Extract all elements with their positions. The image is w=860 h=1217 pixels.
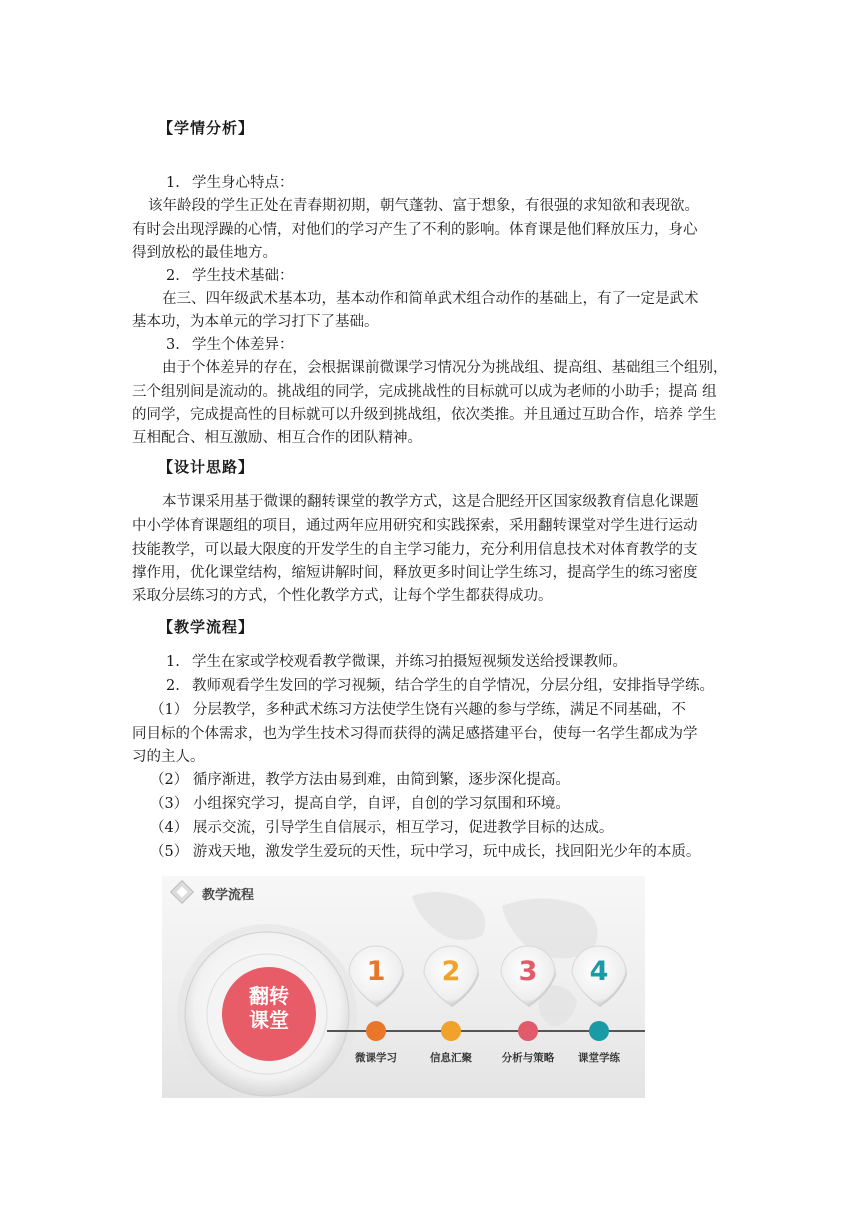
item-label: 学生身心特点： xyxy=(192,175,294,191)
item-number: 3. xyxy=(166,337,180,353)
item-label: 学生个体差异： xyxy=(192,337,294,353)
analysis-item-3 xyxy=(166,333,294,357)
text-line: 有时会出现浮躁的心情，对他们的学习产生了不利的影响。体育课是他们释放压力，身心 xyxy=(132,222,698,238)
item-number: 1. xyxy=(166,654,180,670)
item-number: 2. xyxy=(166,268,180,284)
flow-sub-item: （3） 小组探究学习，提高自学，自评，自创的学习氛围和环境。 xyxy=(150,796,570,812)
item-number: 1. xyxy=(166,175,180,191)
step-number-4: 4 xyxy=(589,956,609,987)
center-label-line2: 课堂 xyxy=(249,1008,289,1032)
section-title-design: 【设计思路】 xyxy=(158,458,255,476)
flow-step-1 xyxy=(166,650,627,674)
text-line: 由于个体差异的存在，会根据课前微课学习情况分为挑战组、提高组、基础组三个组别， xyxy=(162,360,728,376)
item-label: 学生技术基础： xyxy=(192,268,294,284)
text-line: 采取分层练习的方式，个性化教学方式，让每个学生都获得成功。 xyxy=(132,588,553,604)
step-label-1: 微课学习 xyxy=(355,1052,397,1064)
step-number-2: 2 xyxy=(441,956,461,987)
diamond-icon xyxy=(171,881,194,904)
step-dot-1 xyxy=(366,1021,386,1041)
text-line: 同目标的个体需求，也为学生技术习得而获得的满足感搭建平台，使每一名学生都成为学 xyxy=(132,726,698,742)
step-text: 学生在家或学校观看教学微课，并练习拍摄短视频发送给授课教师。 xyxy=(192,654,627,670)
text-line: 习的主人。 xyxy=(132,749,205,765)
step-label-4: 课堂学练 xyxy=(578,1052,620,1064)
step-dot-3 xyxy=(518,1021,538,1041)
diagram-title: 教学流程 xyxy=(202,888,255,903)
flow-step-2 xyxy=(166,674,714,698)
text-line: 互相配合、相互激励、相互合作的团队精神。 xyxy=(132,430,422,446)
text-line: 该年龄段的学生正处在青春期初期，朝气蓬勃、富于想象，有很强的求知欲和表现欲。 xyxy=(148,198,699,214)
step-number-3: 3 xyxy=(518,956,538,987)
section-title-analysis: 【学情分析】 xyxy=(158,119,255,137)
text-line: 的同学，完成提高性的目标就可以升级到挑战组，依次类推。并且通过互助合作，培养 学生 xyxy=(132,407,717,423)
text-line: 基本功，为本单元的学习打下了基础。 xyxy=(132,314,379,330)
analysis-item-2 xyxy=(166,264,294,288)
text-line: 技能教学，可以最大限度的开发学生的自主学习能力，充分利用信息技术对体育教学的支 xyxy=(132,542,698,558)
text-line: 中小学体育课题组的项目，通过两年应用研究和实践探索，采用翻转课堂对学生进行运动 xyxy=(132,518,698,534)
analysis-item-1 xyxy=(166,171,294,195)
text-line: 得到放松的最佳地方。 xyxy=(132,245,277,261)
flow-sub-item: （5） 游戏天地，激发学生爱玩的天性，玩中学习，玩中成长，找回阳光少年的本质。 xyxy=(150,844,701,860)
step-text: 教师观看学生发回的学习视频，结合学生的自学情况，分层分组，安排指导学练。 xyxy=(192,678,714,694)
step-dot-2 xyxy=(441,1021,461,1041)
step-label-3: 分析与策略 xyxy=(501,1052,555,1064)
center-label xyxy=(224,984,314,1032)
text-line: 在三、四年级武术基本功，基本动作和简单武术组合动作的基础上，有了一定是武术 xyxy=(162,291,699,307)
section-title-flow: 【教学流程】 xyxy=(158,618,255,636)
text-line: 三个组别间是流动的。挑战组的同学，完成挑战性的目标就可以成为老师的小助手；提高 组 xyxy=(132,384,717,400)
flow-sub-item: （2） 循序渐进，教学方法由易到难，由简到繁，逐步深化提高。 xyxy=(150,772,570,788)
text-line: 本节课采用基于微课的翻转课堂的教学方式，这是合肥经开区国家级教育信息化课题 xyxy=(162,494,699,510)
text-line: （1） 分层教学，多种武术练习方法使学生饶有兴趣的参与学练，满足不同基础，不 xyxy=(150,702,686,718)
teaching-flow-diagram xyxy=(162,876,645,1098)
item-number: 2. xyxy=(166,678,180,694)
text-line: 撑作用，优化课堂结构，缩短讲解时间，释放更多时间让学生练习，提高学生的练习密度 xyxy=(132,565,698,581)
flow-sub-item: （4） 展示交流，引导学生自信展示，相互学习，促进教学目标的达成。 xyxy=(150,820,614,836)
center-label-line1: 翻转 xyxy=(249,984,289,1008)
step-label-2: 信息汇聚 xyxy=(430,1052,472,1064)
step-dot-4 xyxy=(589,1021,609,1041)
step-number-1: 1 xyxy=(366,956,386,987)
